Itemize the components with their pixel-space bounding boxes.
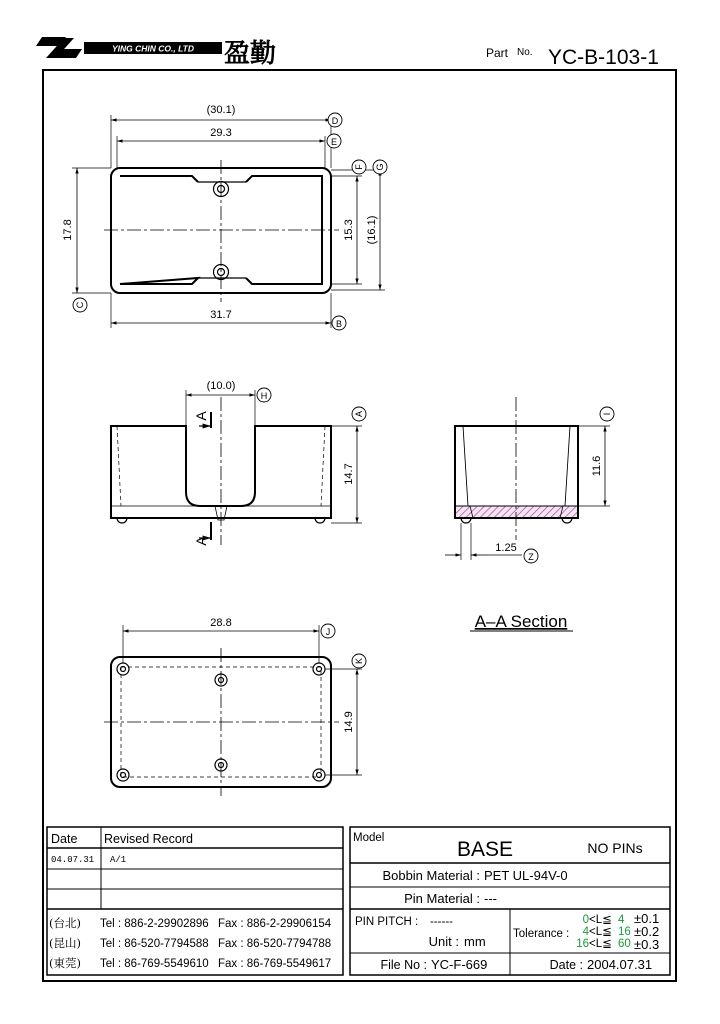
tolerance-label: Tolerance : bbox=[513, 928, 570, 940]
callout-k bbox=[352, 654, 366, 668]
model-label: Model bbox=[353, 832, 385, 844]
dim-17-8: 17.8 bbox=[62, 219, 74, 241]
date-label: Date : bbox=[549, 958, 583, 972]
model-value: BASE bbox=[456, 838, 514, 861]
bobbin-material-label: Bobbin Material : bbox=[382, 868, 480, 883]
dim-29-3: 29.3 bbox=[210, 127, 232, 139]
svg-text:A: A bbox=[354, 410, 364, 418]
side-section-view bbox=[445, 397, 610, 560]
svg-text:E: E bbox=[330, 137, 338, 147]
contact-tel: Tel : 86-520-7794588 bbox=[100, 938, 209, 950]
callout-h bbox=[257, 388, 271, 402]
pin-pitch-label: PIN PITCH : bbox=[355, 916, 419, 928]
section-cut-label-bottom: A bbox=[193, 536, 209, 546]
callout-b bbox=[332, 316, 346, 330]
tolerance-row bbox=[576, 937, 659, 952]
tolerance-value: ±0.3 bbox=[634, 937, 660, 952]
dim-30-1: (30.1) bbox=[206, 104, 236, 116]
svg-text:D: D bbox=[331, 116, 339, 126]
dim-11-6: 11.6 bbox=[591, 455, 603, 477]
tolerance-high: 16 bbox=[618, 926, 631, 938]
tolerance-low: 4 bbox=[582, 926, 589, 938]
callout-d bbox=[328, 113, 342, 127]
contact-fax: Fax : 886-2-29906154 bbox=[218, 918, 332, 930]
date-value: 2004.07.31 bbox=[587, 957, 653, 972]
tolerance-low: 0 bbox=[582, 914, 589, 926]
svg-text:C: C bbox=[75, 301, 85, 309]
tolerance-value: ±0.1 bbox=[634, 911, 660, 926]
section-cut-label-top: A bbox=[193, 411, 209, 421]
callout-i bbox=[600, 407, 614, 421]
callout-c bbox=[73, 298, 87, 312]
revision-date-header: Date bbox=[51, 832, 78, 846]
revision-record-header: Revised Record bbox=[104, 832, 193, 846]
pin-pitch-value: ------ bbox=[430, 916, 453, 928]
unit-label: Unit : bbox=[428, 934, 459, 949]
svg-text:Z: Z bbox=[528, 552, 534, 562]
file-no-label: File No : bbox=[380, 958, 427, 972]
dim-31-7: 31.7 bbox=[210, 309, 232, 321]
tolerance-low: 16 bbox=[576, 938, 589, 950]
dim-14-9: 14.9 bbox=[343, 711, 355, 733]
contact-location: (台北) bbox=[49, 916, 81, 930]
svg-text:J: J bbox=[325, 627, 331, 637]
tolerance-high: 4 bbox=[618, 914, 625, 926]
callout-a bbox=[352, 407, 366, 421]
callout-e bbox=[327, 134, 341, 148]
part-number: YC-B-103-1 bbox=[548, 46, 659, 69]
revision-row-record: A/1 bbox=[110, 855, 127, 865]
contact-tel: Tel : 886-2-29902896 bbox=[100, 918, 209, 930]
part-no-label: No. bbox=[517, 47, 533, 58]
section-title: A–A Section bbox=[474, 612, 568, 631]
revision-table bbox=[47, 827, 343, 975]
file-no-value: YC-F-669 bbox=[431, 957, 488, 972]
dim-10-0: (10.0) bbox=[206, 380, 236, 392]
svg-text:B: B bbox=[335, 319, 343, 329]
revision-row-date: 04.07.31 bbox=[51, 855, 95, 865]
company-name: YING CHIN CO., LTD bbox=[111, 43, 195, 54]
tolerance-high: 60 bbox=[618, 938, 631, 950]
contact-fax: Fax : 86-520-7794788 bbox=[218, 938, 332, 950]
contact-fax: Fax : 86-769-5549617 bbox=[218, 958, 332, 970]
tolerance-symbol: <L≦ bbox=[589, 914, 612, 926]
contact-tel: Tel : 86-769-5549610 bbox=[100, 958, 209, 970]
pin-material-label: Pin Material : bbox=[404, 891, 480, 906]
company-name-cjk: 盈勤 bbox=[224, 39, 277, 69]
tolerance-value: ±0.2 bbox=[634, 924, 660, 939]
bottom-view bbox=[104, 625, 362, 796]
part-label: Part bbox=[486, 46, 509, 60]
dim-1-25: 1.25 bbox=[495, 542, 517, 554]
contact-location: (昆山) bbox=[49, 936, 81, 950]
svg-text:H: H bbox=[260, 391, 268, 401]
tolerance-symbol: <L≦ bbox=[589, 938, 612, 950]
dim-14-7: 14.7 bbox=[343, 463, 355, 485]
svg-text:G: G bbox=[375, 163, 385, 171]
dim-16-1: (16.1) bbox=[366, 215, 378, 245]
company-logo bbox=[36, 37, 276, 69]
pins-value: NO PINs bbox=[587, 840, 643, 856]
svg-text:I: I bbox=[602, 412, 612, 416]
pin-material-value: --- bbox=[484, 891, 497, 906]
bobbin-material-value: PET UL-94V-0 bbox=[484, 868, 568, 883]
dim-28-8: 28.8 bbox=[210, 617, 232, 629]
front-view bbox=[111, 390, 362, 545]
callout-g bbox=[373, 160, 387, 174]
tolerance-symbol: <L≦ bbox=[589, 926, 612, 938]
svg-text:F: F bbox=[354, 164, 364, 170]
callout-f bbox=[352, 160, 366, 174]
callout-j bbox=[321, 624, 335, 638]
callout-z bbox=[524, 549, 538, 563]
svg-text:K: K bbox=[354, 657, 364, 665]
unit-value: mm bbox=[464, 934, 486, 949]
contact-location: (東莞) bbox=[49, 956, 81, 970]
dim-15-3: 15.3 bbox=[343, 219, 355, 241]
